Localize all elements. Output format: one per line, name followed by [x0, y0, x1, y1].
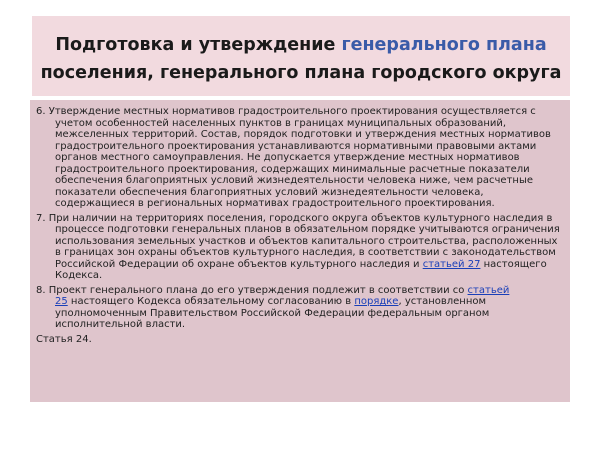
p6-line: градостроительного проектирования устанавливаются нормативными правовыми актами	[55, 140, 537, 152]
p7-line: 7. При наличии на территориях поселения, городского округа объектов культурного наследия в	[36, 212, 553, 224]
p7-tail: Кодекса.	[55, 270, 103, 281]
p6-line: обеспечения благоприятных условий жизнедеятельности человека ниже, чем расчетные	[55, 175, 533, 186]
p7-line: в границах зон охраны объектов культурного наследия, в соответствии с законодательством	[55, 247, 556, 258]
p8-line2-text: настоящего Кодекса обязательному согласованию в	[67, 296, 355, 307]
p6-line: учетом особенностей населенных пунктов в границах муниципальных образований,	[55, 117, 507, 129]
title-line1-text: Подготовка и утверждение	[55, 35, 342, 55]
p7-line: использования земельных участков и объектов капитального строительства, расположенных	[55, 235, 558, 247]
p7-line: процессе подготовки генеральных планов в обязательном порядке учитываются ограничения	[55, 224, 560, 235]
article-25-link-number[interactable]: 25	[55, 296, 68, 307]
paragraph-6	[36, 106, 566, 210]
p7-last-line-after: настоящего	[480, 258, 547, 270]
title-line1-highlight: генерального плана	[341, 35, 547, 55]
p8-line2-after: , установленном	[398, 296, 487, 307]
p6-line: содержащиеся в региональных нормативах градостроительного проектирования.	[55, 198, 495, 209]
p7-line-with-link	[36, 259, 566, 271]
article-25-link[interactable]: статьей	[467, 284, 510, 296]
p8-line: уполномоченным Правительством Российской Федерации федеральным органом	[55, 307, 490, 319]
title-panel	[32, 16, 570, 96]
p7-last-line-text: Российской Федерации об охране объектов культурного наследия и	[55, 258, 423, 270]
article-27-link[interactable]: статьей 27	[422, 258, 481, 270]
content-text	[36, 106, 566, 348]
title-line2: поселения, генерального плана городского округа	[40, 63, 562, 83]
p8-line-1	[36, 285, 566, 297]
p8-line1-text: 8. Проект генерального плана до его утверждения подлежит в соответствии со	[36, 284, 468, 296]
paragraph-8	[36, 285, 566, 331]
paragraph-7	[36, 213, 566, 282]
slide-title	[32, 31, 570, 87]
p8-line: исполнительной власти.	[55, 319, 186, 330]
content-panel	[30, 100, 570, 402]
p6-line: межселенных территорий. Состав, порядок подготовки и утверждения местных нормативов	[55, 129, 551, 140]
p6-line: показатели обеспечения благоприятных условий жизнедеятельности человека,	[55, 186, 484, 198]
p6-line: градостроительного проектирования, содержащих минимальные расчетные показатели	[55, 163, 530, 175]
p6-line: органов местного самоуправления. Не допускается утверждение местных нормативов	[55, 152, 520, 163]
article-24-heading: Статья 24.	[36, 333, 92, 345]
p8-line-2	[36, 296, 566, 308]
p6-line: 6. Утверждение местных нормативов градостроительного проектирования осуществляется с	[36, 106, 536, 117]
procedure-link[interactable]: порядке	[354, 296, 399, 307]
